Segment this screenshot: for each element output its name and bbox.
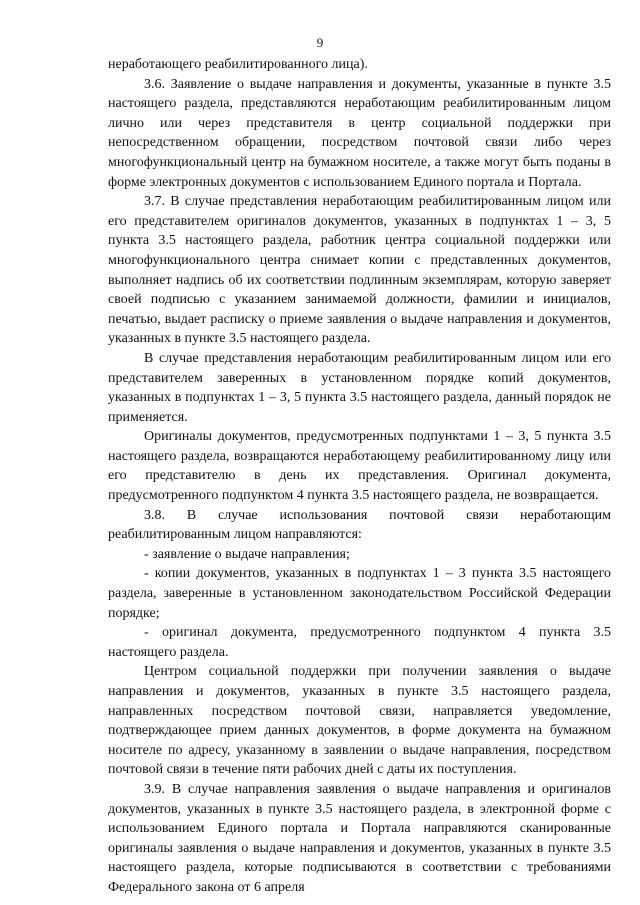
paragraph-certified-copies: В случае представления неработающим реабилитированным лицом или его представителем заверенных в установленном порядке копий документов, указанных в подпунктах 1 – 3, 5 пункта 3.5 настоящего раздела, данный порядок не применяется. [108,350,611,425]
document-body [108,55,611,898]
paragraph-3-7: 3.7. В случае представления неработающим реабилитированным лицом или его представителем оригиналов документов, указанных в подпунктах 1 – 3, 5 пункта 3.5 настоящего раздела, работник центра социальной поддержки или многофункционального центра снимает копии с представленных документов, выполняет надпись об их соответствии подлинным экземплярам, которую заверяет своей подписью с указанием занимаемой должности, фамилии и инициалов, печатью, выдает расписку о приеме заявления о выдаче направления и документов, указанных в пункте 3.5 настоящего раздела. [108,194,611,347]
list-item-application: - заявление о выдаче направления; [144,546,350,562]
list-item-copies: - копии документов, указанных в подпунктах 1 – 3 пункта 3.5 настоящего раздела, заверенные в установленном законодательством Российской Федерации порядке; [108,566,611,621]
paragraph-3-9: 3.9. В случае направления заявления о выдаче направления и оригиналов документов, указанных в пункте 3.5 настоящего раздела, в электронной форме с использованием Единого портала и Портала направляются сканированные оригиналы заявления о выдаче направления и документов, указанных в пункте 3.5 настоящего раздела, которые подписываются в соответствии с требованиями Федерального закона от 6 апреля [108,781,611,895]
paragraph-3-8: 3.8. В случае использования почтовой связи неработающим реабилитированным лицом направляются: [108,507,611,543]
page-number: 9 [316,35,324,50]
paragraph-continuation: неработающего реабилитированного лица). [108,57,368,72]
paragraph-originals-returned: Оригиналы документов, предусмотренных подпунктами 1 – 3, 5 пункта 3.5 настоящего раздела, возвращаются неработающему реабилитированному лицу или его представителю в день их представления. Оригинал документа, предусмотренного подпунктом 4 пункта 3.5 настоящего раздела, не возвращается. [108,429,611,504]
paragraph-3-6: 3.6. Заявление о выдаче направления и документы, указанные в пункте 3.5 настоящего раздела, представляются неработающим реабилитированным лицом лично или через представителя в центр социальной поддержки при непосредственном обращении, посредством почтовой связи либо через многофункциональный центр на бумажном носителе, а также могут быть поданы в форме электронных документов с использованием Единого портала и Портала. [108,76,611,190]
list-item-original: - оригинал документа, предусмотренного подпунктом 4 пункта 3.5 настоящего раздела. [108,625,611,660]
paragraph-notification: Центром социальной поддержки при получении заявления о выдаче направления и документов, указанных в пункте 3.5 настоящего раздела, направленных посредством почтовой связи, направляется уведомление, подтверждающее прием данных документов, в форме документа на бумажном носителе по адресу, указанному в заявлении о выдаче направления, посредством почтовой связи в течение пяти рабочих дней с даты их поступления. [108,664,611,778]
